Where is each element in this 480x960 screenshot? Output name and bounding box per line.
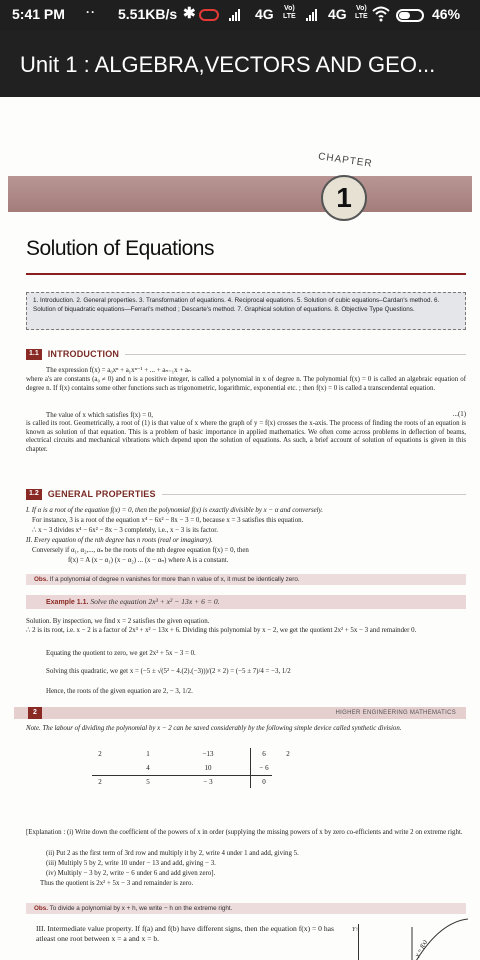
synthetic-divisor: 2 — [286, 750, 290, 758]
wifi-icon — [372, 6, 390, 25]
chapter-banner — [8, 176, 472, 212]
notification-dots-icon: ·· — [86, 5, 96, 19]
property-2-factor-form: f(x) = A (x − α₁) (x − α₂) ... (x − αₙ) where A is a constant. — [68, 557, 229, 564]
synthetic-cell: 6 — [262, 750, 266, 758]
solution-line-4: Solving this quadratic, we get x = (−5 ± √(5² − 4.(2).(−3)))/(2 × 2) = (−5 ± 7)/4 = −3, 1/2 — [46, 668, 291, 675]
network-type-1: 4G — [255, 6, 274, 22]
note-synthetic-division: Note. The labour of dividing the polynomial by x − 2 can be saved considerably by the following simple device called synthetic division. — [26, 725, 402, 732]
section-rule — [125, 354, 466, 355]
clock: 5:41 PM — [12, 6, 65, 22]
graph-axis-label: Y↑ — [352, 927, 359, 933]
synthetic-cell: 0 — [262, 778, 266, 786]
obs-label: Obs. — [34, 905, 48, 912]
app-bar — [0, 30, 480, 97]
chapter-number: 1 — [321, 175, 367, 221]
section-rule — [162, 494, 466, 495]
title-rule — [26, 273, 466, 275]
battery-percentage: 46% — [432, 6, 461, 22]
property-1: I. If α is a root of the equation f(x) = 0, then the polynomial f(x) is exactly divisible by x − α and conversely. — [26, 507, 323, 514]
synthetic-cell: − 3 — [203, 778, 213, 786]
synthetic-cell: − 6 — [259, 764, 269, 772]
property-1-example-2: ∴ x − 3 divides x⁴ − 6x² − 8x − 3 completely, i.e., x − 3 is its factor. — [32, 527, 218, 534]
synthetic-cell: 2 — [98, 750, 102, 758]
synthetic-rule — [92, 775, 272, 776]
section-number: 1.1 — [26, 349, 42, 360]
solution-line-3: Equating the quotient to zero, we get 2x² + 5x − 3 = 0. — [46, 650, 196, 657]
observation-box-2 — [26, 903, 466, 914]
property-3-intermediate-value: III. Intermediate value property. If f(a) and f(b) have different signs, then the equation f(x) = 0 has atleast one root between x = a and x = b. — [36, 924, 334, 943]
synthetic-row-3 — [80, 778, 360, 790]
running-title: HIGHER ENGINEERING MATHEMATICS — [335, 710, 456, 716]
document-title: Unit 1 : ALGEBRA,VECTORS AND GEO... — [20, 52, 436, 77]
graph-curve-thumbnail — [410, 917, 470, 960]
explanation-summary: Thus the quotient is 2x² + 5x − 3 and remainder is zero. — [40, 880, 194, 887]
bluetooth-icon: ✱ — [183, 5, 196, 22]
section-heading-introduction — [26, 348, 466, 360]
section-number: 1.2 — [26, 489, 42, 500]
status-bar — [0, 0, 480, 30]
graph-curve-label: y = f(x) — [414, 939, 429, 958]
explanation-step-ii: (ii) Put 2 as the first term of 3rd row and multiply it by 2, write 4 under 1 and add, giving 5. — [46, 850, 299, 857]
example-heading — [26, 595, 466, 609]
explanation: [Explanation : (i) Write down the coefficient of the powers of x in order (supplying the missing powers of x by zero co-efficients and write 2 on extreme right. — [26, 829, 463, 836]
property-2: II. Every equation of the nth degree has n roots (real or imaginary). — [26, 537, 213, 544]
obs-text: If a polynomial of degree n vanishes for more than n value of x, it must be identically zero. — [49, 576, 300, 583]
section-heading-general-properties — [26, 488, 466, 500]
solution-line-5: Hence, the roots of the given equation are 2, − 3, 1/2. — [46, 688, 193, 695]
document-page[interactable] — [0, 97, 480, 960]
example-label: Example 1.1. — [46, 599, 89, 606]
solution-line-2: ∴ 2 is its root, i.e. x − 2 is a factor of 2x³ + x² − 13x + 6. Dividing this polynomial by x − 2, we get the quotient 2x² + 5x − 3 and remainder 0. — [26, 627, 417, 634]
synthetic-cell: 10 — [204, 764, 212, 772]
section-title: GENERAL PROPERTIES — [47, 489, 156, 499]
intro-paragraph-2: is called its root. Geometrically, a root of (1) is that value of x where the graph of y = f(x) crosses the x-axis. The process of finding the roots of an equation is known as solution of that equation. This is a problem of basic importance in applied mathematics. We often come across problems in deflection of beams, electrical circuits and mechanical vibrations which depend upon the solution of equations. As such, a brief account of solution of equations is given in this chapter. — [26, 420, 466, 454]
synthetic-division-table — [80, 748, 360, 796]
synthetic-row-1 — [80, 750, 360, 762]
property-1-example: For instance, 3 is a root of the equation x⁴ − 6x² − 8x − 3 = 0, because x = 3 satisfies this equation. — [32, 517, 304, 524]
solution-line-1: Solution. By inspection, we find x = 2 satisfies the given equation. — [26, 618, 210, 625]
network-type-2: 4G — [328, 6, 347, 22]
chapter-title: Solution of Equations — [26, 237, 214, 260]
observation-box-1 — [26, 574, 466, 585]
network-speed: 5.51KB/s — [118, 6, 178, 22]
explanation-step-iii: (iii) Multiply 5 by 2, write 10 under − 13 and add, giving − 3. — [46, 860, 216, 867]
volte-icon-2: Vo) LTE — [355, 5, 368, 20]
equation-number: ...(1) — [452, 411, 466, 418]
running-page-number: 2 — [28, 707, 42, 719]
battery-icon — [396, 9, 424, 22]
section-title: INTRODUCTION — [47, 349, 120, 359]
synthetic-cell: −13 — [202, 750, 214, 758]
explanation-step-iv: (iv) Multiply − 3 by 2, write − 6 under 6 and add given zero]. — [46, 870, 216, 877]
signal-icon — [229, 9, 240, 21]
obs-label: Obs. — [34, 576, 48, 583]
obs-text: To divide a polynomial by x + h, we write − h on the extreme right. — [49, 905, 233, 912]
chapter-contents-box: 1. Introduction. 2. General properties. 3. Transformation of equations. 4. Reciprocal equations. 5. Solution of cubic equations–Cardan's method. 6. Solution of biquadratic equations—Ferrari's method ; Descarte's method. 7. Graphical solution of equations. 8. Objective Type Questions. — [26, 292, 466, 330]
volte-icon: Vo) LTE — [283, 5, 296, 20]
property-2-converse: Conversely if α₁, α₂,..., αₙ be the roots of the nth degree equation f(x) = 0, then — [32, 547, 249, 554]
chapter-label: CHAPTER — [317, 151, 374, 170]
alarm-icon — [199, 9, 219, 21]
running-header — [14, 707, 466, 719]
intro-equation: The expression f(x) = a₀xⁿ + a₁xⁿ⁻¹ + ... + aₙ₋₁x + aₙ — [46, 367, 191, 374]
example-text: Solve the equation 2x³ + x² − 13x + 6 = 0. — [90, 597, 220, 606]
signal-icon-2 — [306, 9, 317, 21]
synthetic-cell: 4 — [146, 764, 150, 772]
synthetic-cell: 2 — [98, 778, 102, 786]
synthetic-cell: 1 — [146, 750, 150, 758]
intro-equation-2: The value of x which satisfies f(x) = 0, — [46, 412, 154, 419]
synthetic-cell: 5 — [146, 778, 150, 786]
intro-paragraph-1: where a's are constants (a₀ ≠ 0) and n is a positive integer, is called a polynomial in x of degree n. The polynomial f(x) = 0 is called an algebraic equation of degree n. If f(x) contains some other functions such as trigonometric, logarithmic, exponential etc. ; then f(x) = 0 is called a transcendental equation. — [26, 376, 466, 392]
